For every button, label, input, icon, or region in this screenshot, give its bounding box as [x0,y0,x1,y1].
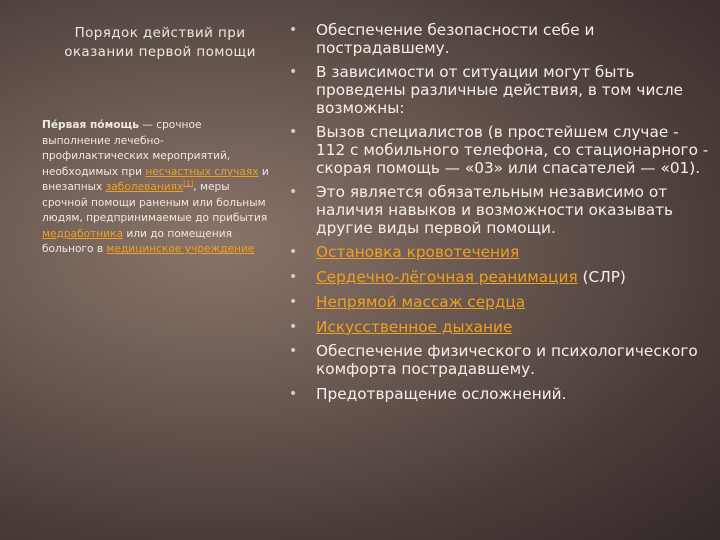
link-diseases[interactable]: заболеваниях [105,181,184,193]
definition-part: — срочное выполнение лечебно-профилактических мероприятий, необходимых при [42,119,231,178]
footnote-ref[interactable]: [1] [183,179,194,188]
list-item-text: Это является обязательным независимо от наличия навыков и возможности оказывать другие виды первой помощи. [316,183,674,237]
bullet-icon: • [289,124,298,141]
slide-title: Порядок действий при оказании первой помощи [64,25,256,60]
definition-part: и внезапных [42,165,269,193]
bullet-icon: • [289,318,298,335]
list-item [286,269,710,287]
list-item [286,244,710,262]
definition-term: Пе́рвая по́мощь [42,119,139,131]
list-item [286,64,710,117]
link-bleeding-control[interactable]: Остановка кровотечения [316,243,520,262]
definition-part: или до помещения больного в [42,227,232,255]
bullet-list [286,22,710,411]
bullet-icon: • [289,269,298,286]
bullet-icon: • [289,64,298,81]
link-cpr[interactable]: Сердечно-лёгочная реанимация [316,268,578,287]
link-medical-institution[interactable]: медицинское учреждение [106,243,255,255]
link-rescue-breathing[interactable]: Искусственное дыхание [316,317,513,336]
bullet-icon: • [289,343,298,360]
list-item [286,124,710,177]
list-item [286,294,710,312]
list-item [286,386,710,404]
list-item-text: Обеспечение физического и психологического комфорта пострадавшему. [316,342,698,378]
bullet-icon: • [289,244,298,261]
bullet-icon: • [289,293,298,310]
list-item-text: Обеспечение безопасности себе и пострадавшему. [316,21,595,57]
list-item-text: В зависимости от ситуации могут быть проведены различные действия, в том числе возможны: [316,63,684,117]
list-item [286,184,710,237]
list-item [286,343,710,378]
bullet-icon: • [289,22,298,38]
bullet-icon: • [289,385,298,402]
list-item-suffix: (СЛР) [577,268,626,287]
bullet-icon: • [289,184,298,201]
list-item [286,319,710,337]
list-item-text: Предотвращение осложнений. [316,384,567,403]
list-item-text: Вызов специалистов (в простейшем случае - 112 с мобильного телефона, со стационарного - скорая помощь — «03» или спасателей — «01). [316,123,709,177]
definition-part: , меры срочной помощи раненым или больным людям, предпринимаемые до прибытия [42,181,268,224]
link-medic[interactable]: медработника [42,227,123,240]
definition-text [42,118,270,258]
list-item [286,22,710,57]
link-accidents[interactable]: несчастных случаях [145,165,259,178]
link-chest-compressions[interactable]: Непрямой массаж сердца [316,292,526,311]
